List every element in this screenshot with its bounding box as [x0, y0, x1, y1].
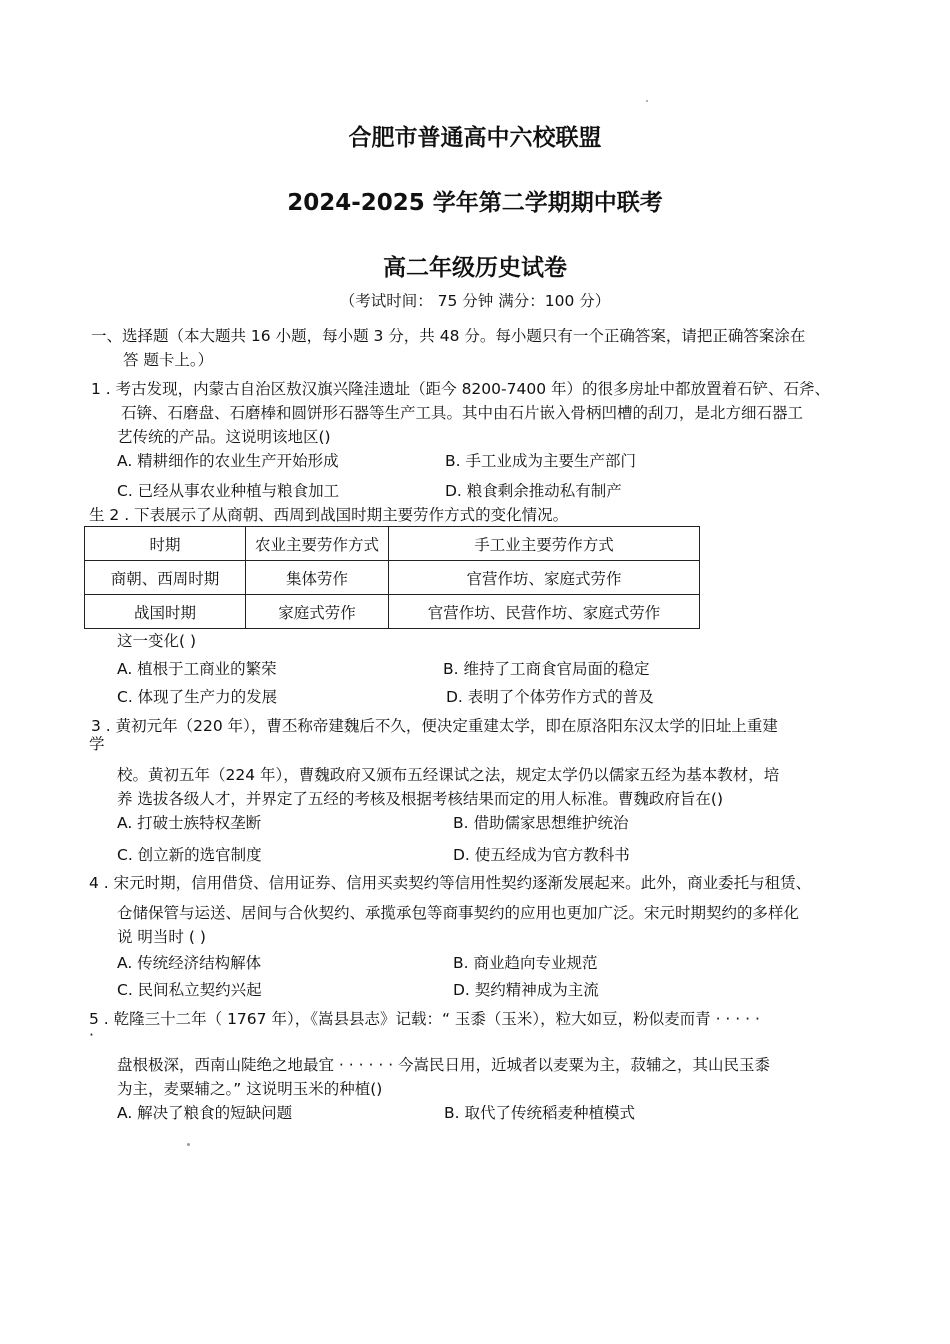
- section-heading-line2: 答 题卡上。）: [123, 351, 214, 369]
- q1-option-b[interactable]: B. 手工业成为主要生产部门: [445, 452, 636, 470]
- q5-stem-line1-wrap: ·: [89, 1026, 94, 1044]
- exam-subject-title: 高二年级历史试卷: [383, 255, 567, 281]
- q2-option-a[interactable]: A. 植根于工商业的繁荣: [117, 660, 277, 678]
- table-header-cell: 手工业主要劳作方式: [389, 527, 700, 561]
- q3-option-c[interactable]: C. 创立新的选官制度: [117, 846, 262, 864]
- q1-stem-line1: 1 . 考古发现，内蒙古自治区敖汉旗兴隆洼遗址（距今 8200-7400 年）的很多房址中都放置着石铲、石斧、: [91, 380, 830, 398]
- labor-methods-table: [84, 526, 700, 629]
- q1-option-c[interactable]: C. 已经从事农业种植与粮食加工: [117, 482, 340, 500]
- q2-option-c[interactable]: C. 体现了生产力的发展: [117, 688, 278, 706]
- q4-option-a[interactable]: A. 传统经济结构解体: [117, 954, 262, 972]
- q3-option-d[interactable]: D. 使五经成为官方教科书: [453, 846, 630, 864]
- table-cell: 家庭式劳作: [246, 595, 389, 629]
- q3-stem-line3: 养 选拔各级人才，并界定了五经的考核及根据考核结果而定的用人标准。曹魏政府旨在(): [117, 790, 724, 808]
- q1-stem-line2: 石锛、石磨盘、石磨棒和圆饼形石器等生产工具。其中由石片嵌入骨柄凹槽的刮刀，是北方细石器工: [121, 404, 804, 422]
- exam-term-title: 2024-2025 学年第二学期期中联考: [287, 190, 663, 216]
- table-cell: 官营作坊、民营作坊、家庭式劳作: [389, 595, 700, 629]
- q2-option-b[interactable]: B. 维持了工商食官局面的稳定: [443, 660, 650, 678]
- exam-info: （考试时间： 75 分钟 满分：100 分）: [339, 292, 611, 310]
- q5-stem-line2: 盘根极深，西南山陡绝之地最宜 · · · · · · 今嵩民日用，近城者以麦粟为主，菽辅之，其山民玉黍: [117, 1056, 771, 1074]
- table-header-row: [85, 527, 700, 561]
- table-row: [85, 561, 700, 595]
- q2-option-d[interactable]: D. 表明了个体劳作方式的普及: [446, 688, 654, 706]
- q5-option-b[interactable]: B. 取代了传统稻麦种植模式: [444, 1104, 635, 1122]
- q4-option-d[interactable]: D. 契约精神成为主流: [453, 981, 599, 999]
- q1-stem-line3: 艺传统的产品。这说明该地区(): [117, 428, 331, 446]
- q3-stem-line1-wrap: 学: [89, 735, 105, 753]
- q5-option-a[interactable]: A. 解决了粮食的短缺问题: [117, 1104, 293, 1122]
- table-cell: 集体劳作: [246, 561, 389, 595]
- q3-stem-line2: 校。黄初五年（224 年），曹魏政府又颁布五经课试之法，规定太学仍以儒家五经为基本教材，培: [117, 766, 780, 784]
- q4-stem-line3: 说 明当时 ( ): [117, 928, 206, 946]
- table-cell: 战国时期: [85, 595, 246, 629]
- q3-stem-line1: 3 . 黄初元年（220 年），曹丕称帝建魏后不久，便决定重建太学，即在原洛阳东汉太学的旧址上重建: [91, 717, 778, 735]
- q4-option-b[interactable]: B. 商业趋向专业规范: [453, 954, 598, 972]
- exam-union-title: 合肥市普通高中六校联盟: [348, 125, 602, 151]
- q3-option-a[interactable]: A. 打破士族特权垄断: [117, 814, 262, 832]
- table-header-cell: 农业主要劳作方式: [246, 527, 389, 561]
- table-cell: 商朝、西周时期: [85, 561, 246, 595]
- q5-stem-line3: 为主，麦粟辅之。” 这说明玉米的种植(): [117, 1080, 383, 1098]
- q5-stem-line1: 5 . 乾隆三十二年（ 1767 年），《嵩县县志》记载：“ 玉黍（玉米），粒大如豆，粉似麦而青 · · · · ·: [89, 1010, 760, 1028]
- scan-dot: [187, 1143, 190, 1146]
- q4-stem-line2: 仓储保管与运送、居间与合伙契约、承揽承包等商事契约的应用也更加广泛。宋元时期契约的多样化: [117, 904, 800, 922]
- q1-option-a[interactable]: A. 精耕细作的农业生产开始形成: [117, 452, 339, 470]
- q1-option-d[interactable]: D. 粮食剩余推动私有制产: [445, 482, 622, 500]
- q2-stem-after-table: 这一变化( ): [117, 632, 197, 650]
- table-cell: 官营作坊、家庭式劳作: [389, 561, 700, 595]
- scan-dot: [646, 100, 648, 102]
- table-row: [85, 595, 700, 629]
- q3-option-b[interactable]: B. 借助儒家思想维护统治: [453, 814, 629, 832]
- table-header-cell: 时期: [85, 527, 246, 561]
- q2-stem: 生 2 . 下表展示了从商朝、西周到战国时期主要劳作方式的变化情况。: [89, 506, 569, 524]
- q4-stem-line1: 4 . 宋元时期，信用借贷、信用证券、信用买卖契约等信用性契约逐渐发展起来。此外，商业委托与租赁、: [89, 874, 812, 892]
- q4-option-c[interactable]: C. 民间私立契约兴起: [117, 981, 262, 999]
- section-heading-line1: 一、选择题（本大题共 16 小题，每小题 3 分，共 48 分。每小题只有一个正确答案，请把正确答案涂在: [91, 327, 806, 345]
